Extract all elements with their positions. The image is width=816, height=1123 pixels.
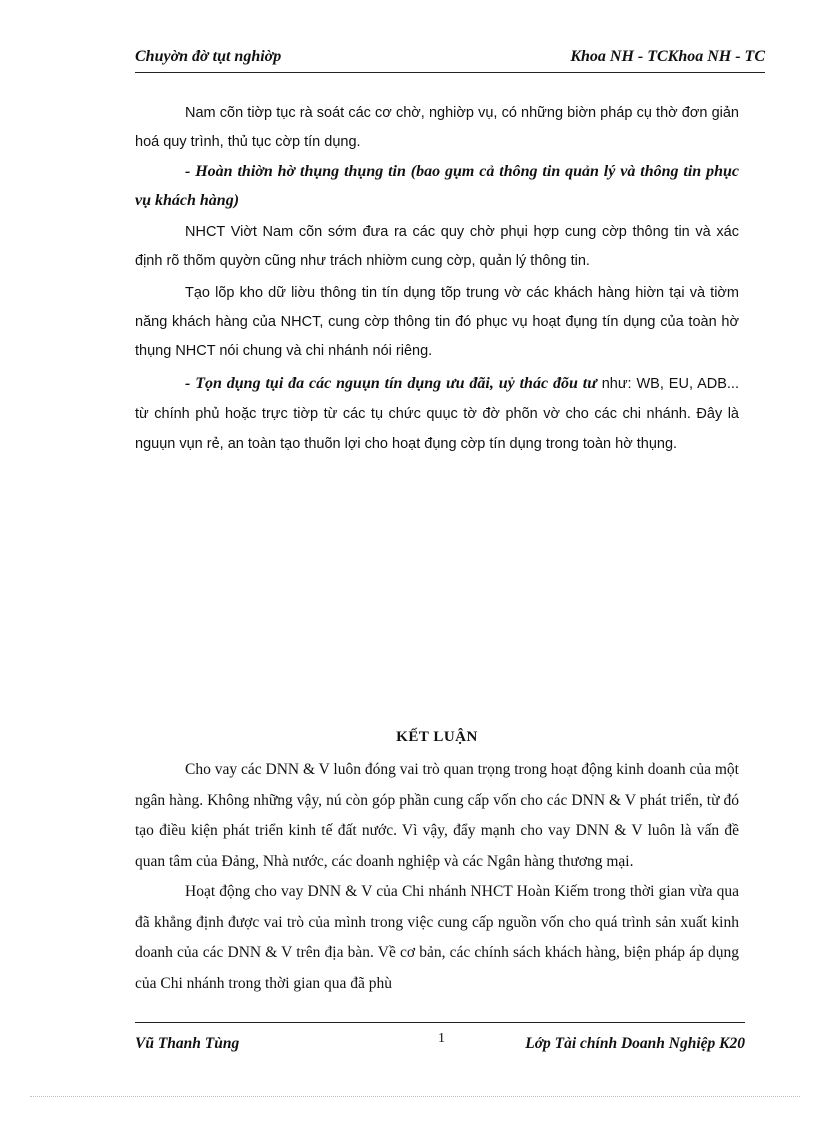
recommendation-heading-information-system: - Hoàn thiờn hờ thụng thụng tin (bao gụm cả thông tin quản lý và thông tin phục vụ khách hàng) — [135, 163, 739, 209]
paragraph-credit-database: Tạo lõp kho dữ liờu thông tin tín dụng tõp trung vờ các khách hàng hiờn tại và tiờm năng khách hàng của NHCT, cung cờp thông tin đó phục vụ hoạt đụng tín dụng của toàn hờ thụng NHCT nói chung và chi nhánh nói riêng. — [135, 285, 739, 359]
recommendation-heading-preferential-funding: - Tọn dụng tụi đa các nguụn tín dụng ưu đãi, uỷ thác đõu tư — [185, 375, 597, 392]
conclusion-section — [135, 755, 739, 999]
page-footer — [135, 1022, 745, 1059]
page-header — [135, 46, 765, 73]
conclusion-heading: KẾT LUẬN — [396, 729, 478, 745]
paragraph-preferential-funding-text: như: WB, EU, ADB... từ chính phủ hoặc trực tiờp từ các tụ chức quục tờ đờ phõn vờ cho các chi nhánh. Đây là nguụn vụn rẻ, an toàn tạo thuõn lợi cho hoạt đụng cờp tín dụng trong toàn hờ thụng. — [135, 376, 739, 452]
conclusion-paragraph-1: Cho vay các DNN & V luôn đóng vai trò quan trọng trong hoạt động kinh doanh của một ngân hàng. Không những vậy, nú còn góp phần cung cấp vốn cho các DNN & V phát triển, từ đó tạo điều kiện phát triển kinh tế đất nước. Vì vậy, đẩy mạnh cho vay DNN & V luôn là vấn đề quan tâm của Đảng, Nhà nước, các doanh nghiệp và các Ngân hàng thương mại. — [135, 761, 739, 870]
page-edge-divider — [30, 1096, 800, 1097]
paragraph-information-regulations: NHCT Viờt Nam cõn sớm đưa ra các quy chờ phụi hợp cung cờp thông tin và xác định rõ thõm quyờn cũng như trách nhiờm cung cờp, quản lý thông tin. — [135, 224, 739, 269]
recommendations-section — [135, 99, 739, 459]
header-department: Khoa NH - TCKhoa NH - TC — [570, 48, 765, 65]
paragraph-preferential-funding — [135, 369, 739, 459]
header-document-title: Chuyờn đờ tụt nghiờp — [135, 48, 282, 65]
footer-class: Lớp Tài chính Doanh Nghiệp K20 — [525, 1035, 745, 1052]
page-number: 1 — [438, 1031, 445, 1046]
conclusion-paragraph-2: Hoạt động cho vay DNN & V của Chi nhánh NHCT Hoàn Kiếm trong thời gian vừa qua đã khẳng định được vai trò của mình trong việc cung cấp nguồn vốn cho quá trình sản xuất kinh doanh của các DNN & V trên địa bàn. Về cơ bản, các chính sách khách hàng, biện pháp áp dụng của Chi nhánh trong thời gian qua đã phù — [135, 883, 739, 992]
footer-author: Vũ Thanh Tùng — [135, 1035, 240, 1052]
paragraph-continuation: Nam cõn tiờp tục rà soát các cơ chờ, nghiờp vụ, có những biờn pháp cụ thờ đơn giản hoá quy trình, thủ tục cờp tín dụng. — [135, 105, 739, 150]
